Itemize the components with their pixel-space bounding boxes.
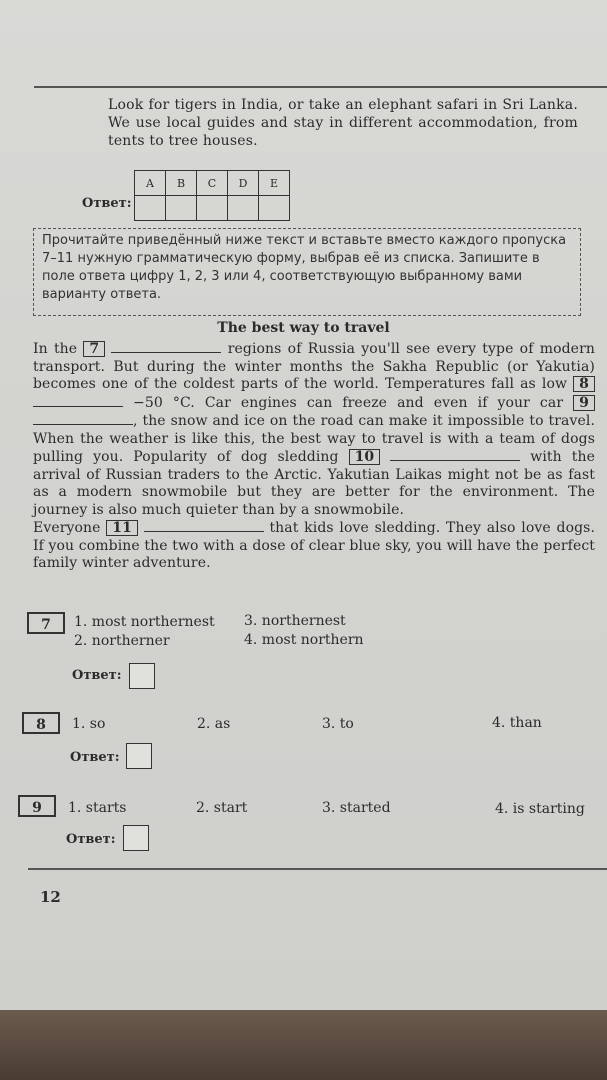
gap-number-11: 11 [106, 520, 138, 536]
q7-option-2: 2. northerner [74, 633, 170, 649]
q9-option-4: 4. is starting [495, 801, 585, 817]
gap-blank-9 [33, 412, 133, 425]
gap-blank-10 [390, 448, 520, 461]
q8-option-1: 1. so [72, 716, 106, 732]
q9-option-2: 2. start [196, 800, 248, 816]
answer-box-q9[interactable] [123, 825, 149, 851]
answer-cell-d[interactable] [228, 196, 259, 221]
gap-number-7: 7 [83, 341, 105, 357]
q8-option-2: 2. as [197, 716, 231, 732]
answer-cell-c[interactable] [197, 196, 228, 221]
page-number: 12 [40, 888, 61, 906]
gap-blank-7 [111, 340, 221, 353]
answer-box-q7[interactable] [129, 663, 155, 689]
answer-label-q8: Ответ: [70, 750, 120, 765]
main-text [33, 340, 595, 573]
gap-number-9: 9 [573, 395, 595, 411]
answer-grid-abcde [134, 170, 290, 221]
bottom-rule [28, 868, 607, 870]
q7-option-1: 1. most northernest [74, 614, 215, 630]
text-part: In the [33, 341, 78, 357]
text-part: with the arrival of Russian traders to the Arctic. Yakutian Laikas might not be as fast as a modern snowmobile but they are better for the environment. The journey is also much quieter than by a snowmobile. [33, 449, 595, 518]
question-number-7: 7 [27, 612, 65, 634]
question-number-8: 8 [22, 712, 60, 734]
answer-label-q7: Ответ: [72, 668, 122, 683]
answer-cell-b[interactable] [166, 196, 197, 221]
intro-paragraph: Look for tigers in India, or take an elephant safari in Sri Lanka. We use local guides and stay in different accommodation, from tents to tree houses. [108, 97, 578, 149]
q9-option-3: 3. started [322, 800, 391, 816]
letter-a: A [135, 171, 166, 196]
q8-option-3: 3. to [322, 716, 354, 732]
q7-option-3: 3. northernest [244, 613, 346, 629]
letter-e: E [259, 171, 290, 196]
top-rule [34, 86, 607, 88]
background-surface [0, 1010, 607, 1080]
text-part: Everyone [33, 520, 101, 536]
answer-cell-a[interactable] [135, 196, 166, 221]
gap-number-10: 10 [349, 449, 381, 465]
text-part: that kids love sledding. They also love dogs. If you combine the two with a dose of clear blue sky, you will have the perfect family winter adventure. [33, 520, 595, 571]
letter-b: B [166, 171, 197, 196]
gap-blank-8 [33, 394, 123, 407]
q8-option-4: 4. than [492, 715, 542, 731]
answer-label-q9: Ответ: [66, 832, 116, 847]
gap-number-8: 8 [573, 376, 595, 392]
q7-option-4: 4. most northern [244, 632, 364, 648]
gap-blank-11 [144, 519, 264, 532]
text-part: −50 °C. Car engines can freeze and even if your car [133, 394, 564, 411]
text-title: The best way to travel [217, 320, 390, 336]
question-number-9: 9 [18, 795, 56, 817]
q9-option-1: 1. starts [68, 800, 127, 816]
text-part: regions of Russia you'll see every type of modern transport. But during the winter months the Sakha Republic (or Yakutia) becomes one of the coldest parts of the world. Temperatures fall as low [33, 341, 595, 392]
answer-cell-e[interactable] [259, 196, 290, 221]
text-part: , the snow and ice on the road can make it impossible to travel. When the weather is like this, the best way to travel is with a team of dogs pulling you. Popularity of dog sledding [33, 413, 595, 465]
instruction-box: Прочитайте приведённый ниже текст и вставьте вместо каждого пропуска 7–11 нужную грамматическую форму, выбрав её из списка. Запишите в поле ответа цифру 1, 2, 3 или 4, соответствующую выбранному вами варианту ответа. [33, 228, 581, 316]
answer-box-q8[interactable] [126, 743, 152, 769]
answer-label-abcde: Ответ: [82, 196, 132, 211]
letter-d: D [228, 171, 259, 196]
letter-c: C [197, 171, 228, 196]
